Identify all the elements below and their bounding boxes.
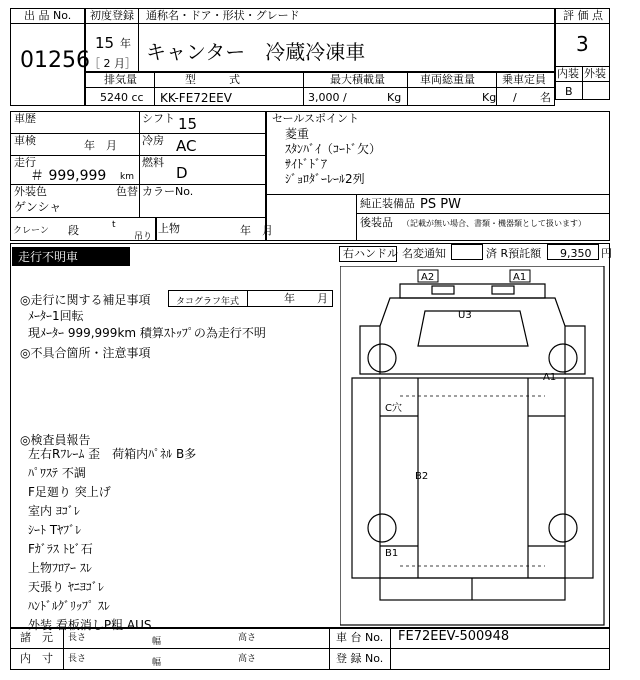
first-reg-year: 15 (95, 34, 115, 52)
mark-a2: A2 (421, 272, 435, 283)
mark-b2: B2 (415, 471, 429, 482)
report-line: 室内 ﾖｺﾞﾚ (28, 504, 80, 518)
first-reg-label: 初度登録 (90, 9, 134, 22)
inspector-report (28, 445, 196, 635)
model-type-value: KK-FE72EEV (160, 91, 232, 105)
mark-c-hole: C穴 (385, 403, 402, 414)
model-name: キャンター 冷蔵冷凍車 (146, 40, 366, 64)
mark-u3: U3 (458, 310, 472, 321)
mark-a1-front: A1 (513, 272, 527, 283)
right-hand-drive: 右ハンドル (343, 247, 398, 260)
lot-label: 出 品 No. (24, 9, 72, 22)
truck-diagram (340, 266, 605, 626)
inspector-label: ◎検査員報告 (20, 433, 91, 447)
mark-b1: B1 (385, 548, 399, 559)
mileage-unknown-tag: 走行不明車 (12, 247, 130, 266)
supplement-label: ◎走行に関する補足事項 (20, 293, 151, 307)
upper-value: 年 月 (240, 224, 273, 237)
fuel-value: D (176, 164, 188, 182)
rating-label: 評 価 点 (563, 9, 603, 22)
max-load-value: 3,000 / (308, 91, 347, 104)
color-value: ゲンシャ (14, 200, 62, 214)
lot-number: 01256 (20, 48, 90, 73)
inspection-value: 年 月 (84, 139, 117, 152)
report-line: 左右Rﾌﾚｰﾑ 歪 荷箱内ﾊﾟﾈﾙ B多 (28, 447, 197, 461)
genuine-equipment: PS PW (420, 197, 461, 212)
displacement-value: 5240 cc (100, 91, 144, 104)
shift-value: 15 (178, 115, 198, 133)
rating-value: 3 (576, 32, 589, 56)
name-label: 通称名・ドア・形状・グレード (146, 9, 300, 22)
chassis-number: FE72EEV-500948 (398, 629, 510, 644)
report-line: 上物ﾌﾛｱｰ ｽﾚ (28, 561, 92, 575)
ac-value: AC (176, 137, 197, 155)
mark-a1-side: A1 (543, 372, 557, 383)
first-reg-month: ［ 2 月］ (89, 57, 136, 70)
defects-label: ◎不具合箇所・注意事項 (20, 346, 151, 360)
report-line: F足廻り 突上げ (28, 485, 111, 499)
report-line: ﾊﾝﾄﾞﾙｸﾞﾘｯﾌﾟ ｽﾚ (28, 599, 110, 613)
report-line: ﾊﾟﾜｽﾃ 不調 (28, 466, 86, 480)
report-line: ｼｰﾄ Tﾔﾌﾞﾚ (28, 523, 82, 537)
recycle-amount: 9,350 (560, 247, 592, 260)
report-line: Fｶﾞﾗｽ ﾄﾋﾞ石 (28, 542, 93, 556)
interior-grade: B (565, 85, 573, 98)
mileage-value: ＃ 999,999 (30, 168, 107, 184)
report-line: 外装 看板消しP粗 AUS (28, 618, 152, 632)
report-line: 天張り ﾔﾆﾖｺﾞﾚ (28, 580, 104, 594)
